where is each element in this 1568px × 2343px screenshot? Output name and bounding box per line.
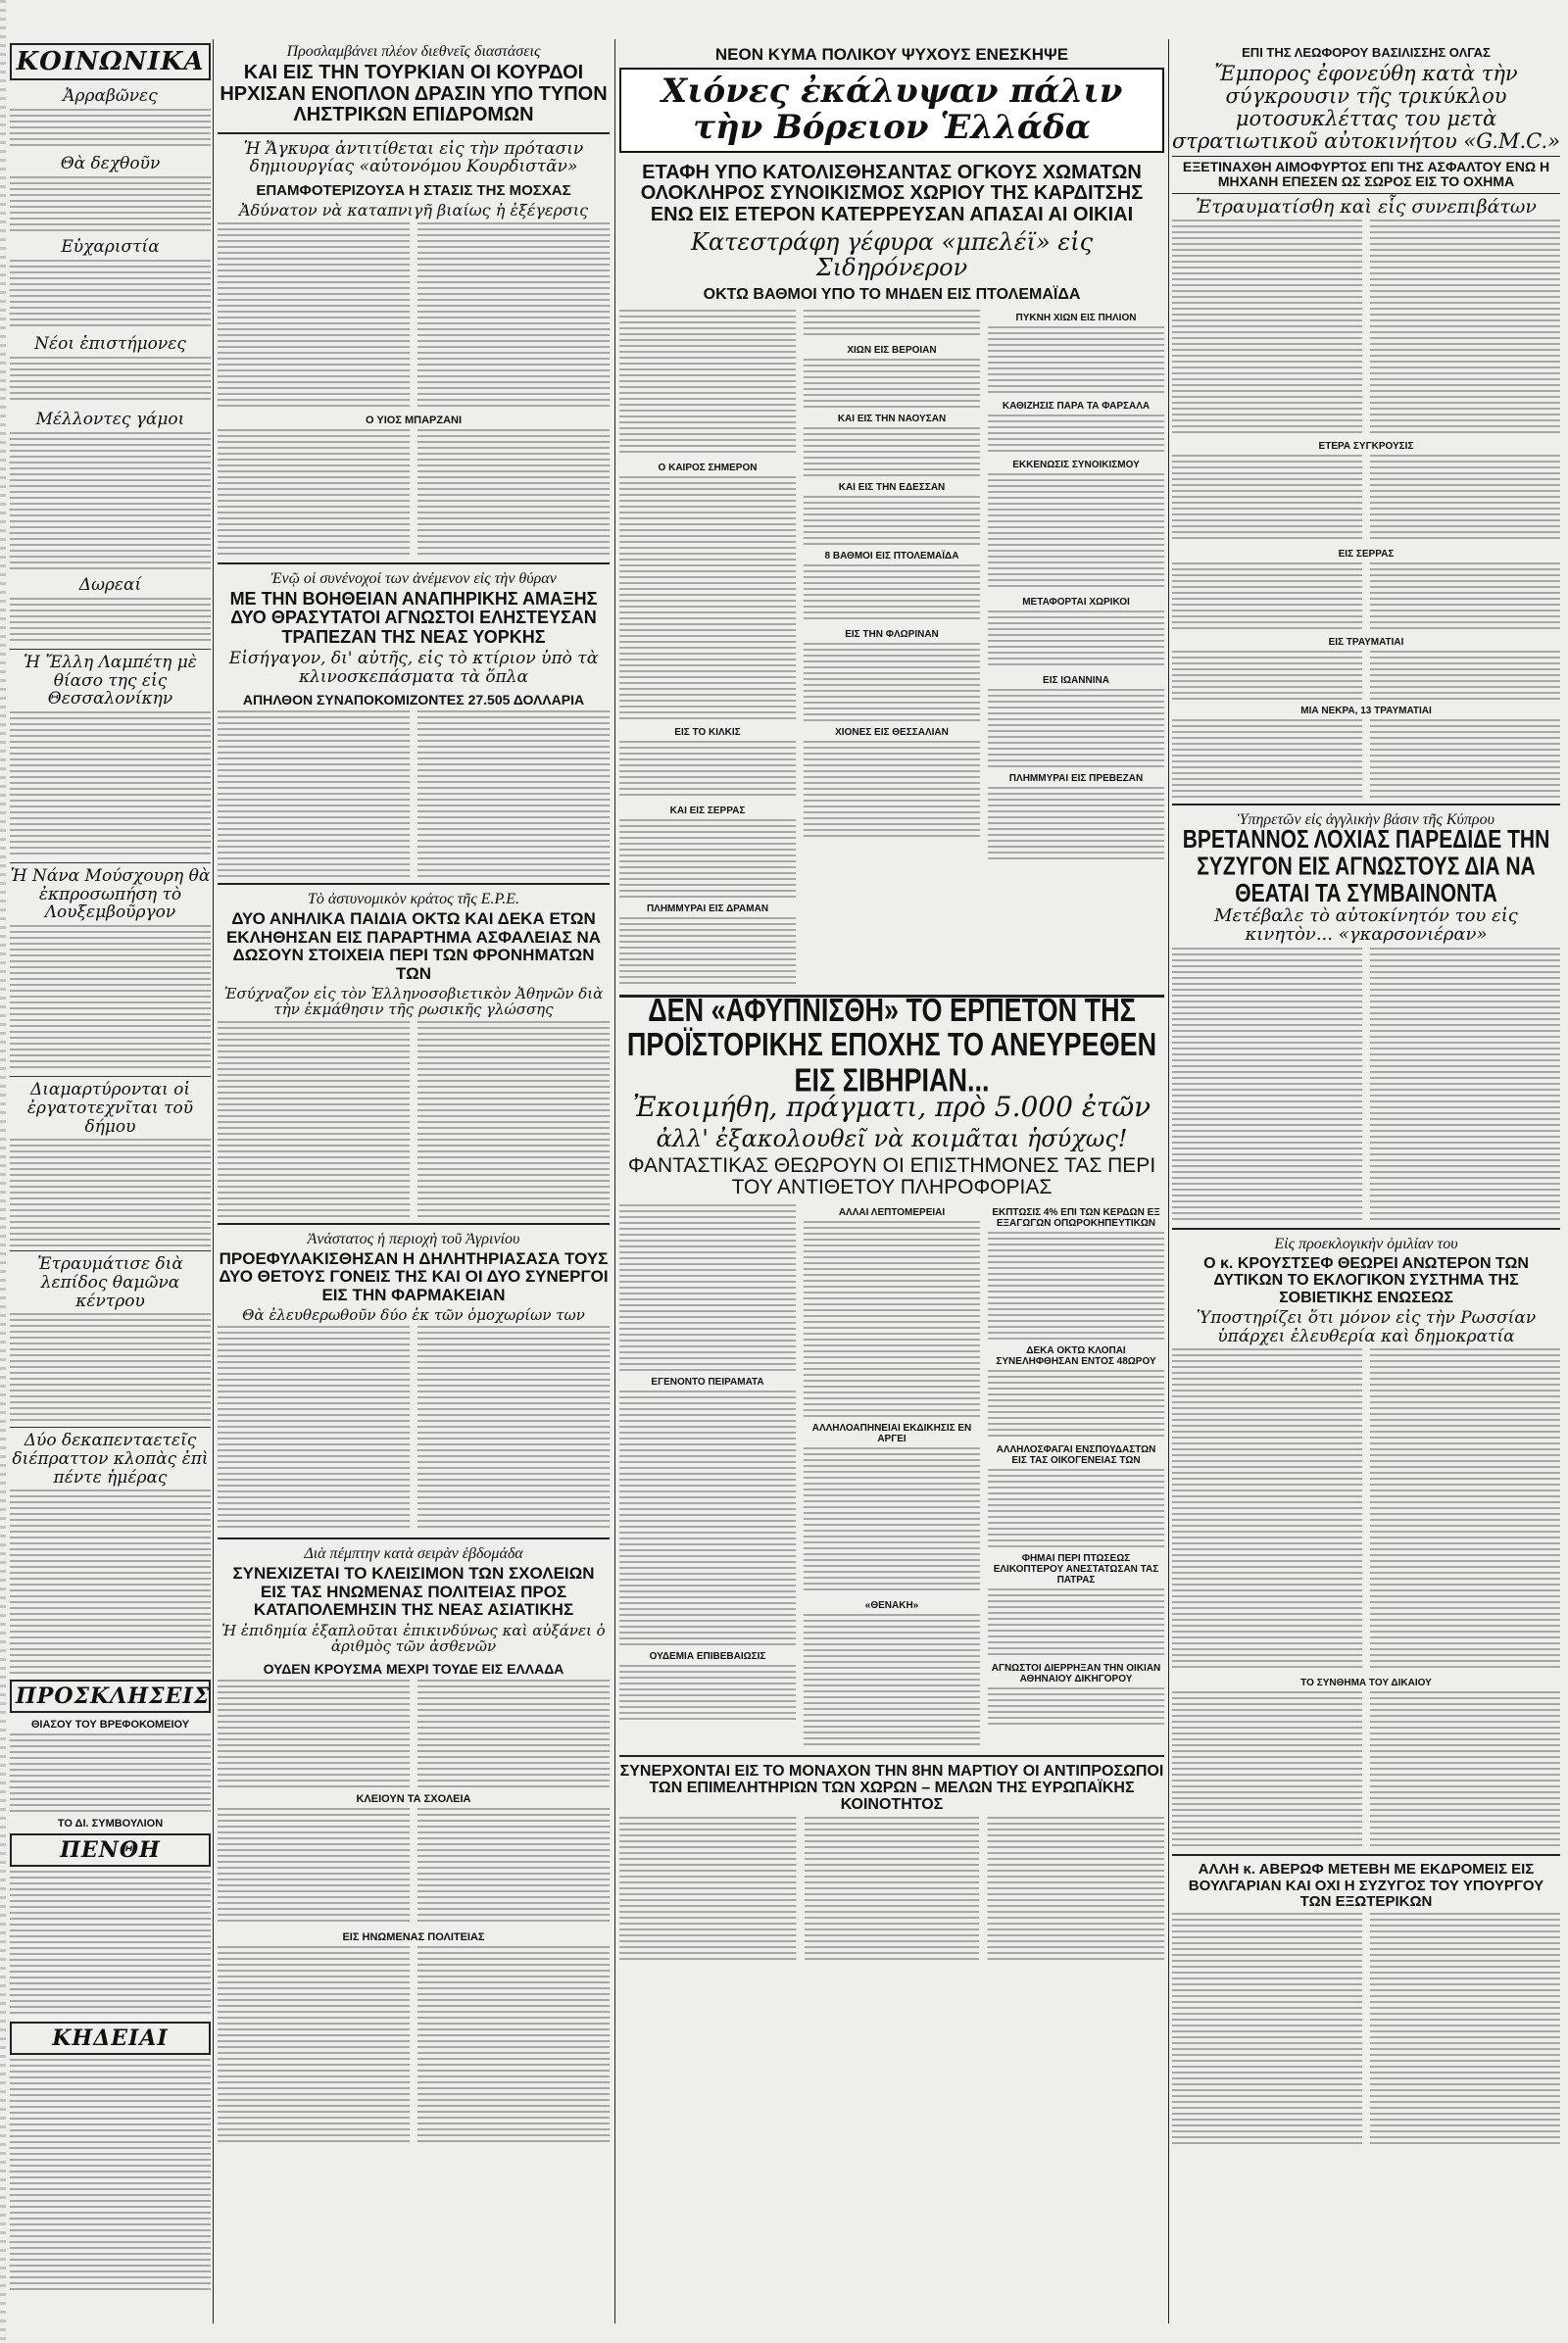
article-headline: Ἡ Ἔλλη Λαμπέτη μὲ θίασο της εἰς Θεσσαλονίκην (24, 653, 197, 709)
subheadline: Ἀδύνατον νὰ καταπνιγῆ βιαίως ἡ ἐξέγερσις (238, 201, 589, 220)
headline-bank-robbery: ΜΕ ΤΗΝ ΒΟΗΘΕΙΑΝ ΑΝΑΠΗΡΙΚΗΣ ΑΜΑΞΗΣ ΔΥΟ ΘΡΑΣΥΤΑΤΟΙ ΑΓΝΩΣΤΟΙ ΕΛΗΣΤΕΥΣΑΝ ΤΡΑΠΕΖΑΝ ΤΗΣ ΝΕΑΣ ΥΟΡΚΗΣ (229, 588, 598, 647)
subheadline: ΑΠΗΛΘΟΝ ΣΥΝΑΠΟΚΟΜΙΖΟΝΤΕΣ 27.505 ΔΟΛΛΑΡΙΑ (242, 692, 585, 708)
mid-heading: ΑΛΛΗΛΟΑΠΗΝΕΙΑΙ ΕΚΔΙΚΗΣΙΣ ΕΝ ΑΡΓΕΙ (811, 1422, 972, 1444)
section-heading: Θὰ δεχθοῦν (60, 154, 161, 173)
body-text (10, 176, 211, 231)
mid-heading: ΧΙΟΝΕΣ ΕΙΣ ΘΕΣΣΑΛΙΑΝ (835, 727, 949, 739)
body-text (1172, 1913, 1560, 2148)
kicker: ΝΕΟΝ ΚΥΜΑ ΠΟΛΙΚΟΥ ΨΥΧΟΥΣ ΕΝΕΣΚΗΨΕ (714, 45, 1069, 64)
mid-heading: ΚΑΙ ΕΙΣ ΣΕΡΡΑΣ (669, 805, 746, 817)
headline-kurds: ΚΑΙ ΕΙΣ ΤΗΝ ΤΟΥΡΚΙΑΝ ΟΙ ΚΟΥΡΔΟΙ ΗΡΧΙΣΑΝ ΕΝΟΠΛΟΝ ΔΡΑΣΙΝ ΥΠΟ ΤΥΠΟΝ ΛΗΣΤΡΙΚΩΝ ΕΠΙΔΡΟΜΩΝ (220, 62, 608, 126)
article-headline: Διαμαρτύρονται οἱ ἐργατοτεχνῖται τοῦ δήμου (26, 1080, 194, 1137)
body-text (10, 1871, 211, 2018)
body-text (10, 1733, 211, 1812)
main-headline: Χιόνες ἐκάλυψαν πάλιν τὴν Βόρειον Ἑλλάδα (661, 72, 1123, 148)
page-edge (0, 0, 6, 2343)
headline-accident: Ἔμπορος ἐφονεύθη κατὰ τὴν σύγκρουσιν τῆς τρικύκλου μοτοσυκλέττας του μετὰ στρατιωτικοῦ αὐτοκινήτου «G.M.C.» (1172, 62, 1560, 154)
reptile-story-body (619, 1201, 1164, 1749)
column-rule (213, 39, 214, 2323)
section-heading: Δωρεαί (78, 575, 142, 595)
body-text (619, 1817, 1164, 1964)
mid-heading: ΔΕΚΑ ΟΚΤΩ ΚΛΟΠΑΙ ΣΥΝΕΛΗΦΘΗΣΑΝ ΕΝΤΟΣ 48ΩΡΟΥ (996, 1344, 1156, 1367)
body-text (218, 1021, 610, 1217)
column-main-story (619, 39, 1164, 2323)
kicker: ΕΠΙ ΤΗΣ ΛΕΩΦΟΡΟΥ ΒΑΣΙΛΙΣΣΗΣ ΟΛΓΑΣ (1242, 45, 1491, 60)
subheadline: Ὑποστηρίζει ὅτι μόνον εἰς τὴν Ρωσσίαν ὑπάρχει ἐλευθερία καὶ δημοκρατία (1196, 1308, 1537, 1346)
body-text (218, 429, 610, 557)
headline-sergeant: ΒΡΕΤΑΝΝΟΣ ΛΟΧΙΑΣ ΠΑΡΕΔΙΔΕ ΤΗΝ ΣΥΖΥΓΟΝ ΕΙΣ ΑΓΝΩΣΤΟΥΣ ΔΙΑ ΝΑ ΘΕΑΤΑΙ ΤΑ ΣΥΜΒΑΙΝΟΝΤΑ (1182, 825, 1550, 908)
body-text (10, 109, 211, 148)
body-text (1172, 948, 1560, 1222)
subheadline: ΕΤΑΦΗ ΥΠΟ ΚΑΤΟΛΙΣΘΗΣΑΝΤΑΣ ΟΓΚΟΥΣ ΧΩΜΑΤΩΝ ΟΛΟΚΛΗΡΟΣ ΣΥΝΟΙΚΙΣΜΟΣ ΧΩΡΙΟΥ ΤΗΣ ΚΑΡΔΙΤΣΗΣ ΕΝΩ ΕΙΣ ΕΤΕΡΟΝ ΚΑΤΕΡΡΕΥΣΑΝ ΑΠΑΣΑΙ ΑΙ ΟΙΚΙΑΙ (640, 161, 1144, 225)
subheadline: ΟΥΔΕΝ ΚΡΟΥΣΜΑ ΜΕΧΡΙ ΤΟΥΔΕ ΕΙΣ ΕΛΛΑΔΑ (263, 1660, 564, 1677)
mid-heading: ΕΙΣ ΗΝΩΜΕΝΑΣ ΠΟΛΙΤΕΙΑΣ (342, 1930, 485, 1943)
section-heading: Νέοι ἐπιστήμονες (34, 334, 186, 354)
body-text (10, 711, 211, 858)
mid-heading: ΕΤΕΡΑ ΣΥΓΚΡΟΥΣΙΣ (1318, 441, 1414, 453)
social-section-title: ΚΟΙΝΩΝΙΚΑ (10, 43, 211, 80)
body-text (1172, 651, 1560, 700)
mid-heading: ΑΓΝΩΣΤΟΙ ΔΙΕΡΡΗΞΑΝ ΤΗΝ ΟΙΚΙΑΝ ΑΘΗΝΑΙΟΥ ΔΙΚΗΓΟΡΟΥ (991, 1662, 1161, 1684)
kicker: Ὑπηρετῶν εἰς ἀγγλικὴν βάσιν τῆς Κύπρου (1238, 811, 1494, 829)
mid-heading: ΕΚΠΤΩΣΙΣ 4% ΕΠΙ ΤΩΝ ΚΕΡΔΩΝ ΕΞ ΕΞΑΓΩΓΩΝ ΟΠΩΡΟΚΗΠΕΥΤΙΚΩΝ (992, 1206, 1160, 1229)
invitations-signature: ΤΟ ΔΙ. ΣΥΜΒΟΥΛΙΟΝ (57, 1818, 164, 1830)
mid-heading: ΕΙΣ ΤΡΑΥΜΑΤΙΑΙ (1328, 637, 1404, 649)
article-headline: Ἡ Νάνα Μούσχουρη θὰ ἐκπροσωπήση τὸ Λουξεμβοῦργον (10, 866, 211, 923)
body-text (218, 1946, 610, 2142)
body-text (10, 2059, 211, 2294)
body-text (10, 925, 211, 1072)
body-text (218, 222, 610, 409)
mid-heading: ΕΙΣ ΙΩΑΝΝΙΝΑ (1043, 675, 1109, 687)
invitations-title: ΠΡΟΣΚΛΗΣΕΙΣ (10, 1680, 211, 1713)
column-rule (614, 39, 615, 2323)
mid-heading: ΤΟ ΣΥΝΘΗΜΑ ΤΟΥ ΔΙΚΑΙΟΥ (1300, 1678, 1432, 1689)
subheadline: Ἐτραυματίσθη καὶ εἷς συνεπιβάτων (1196, 195, 1537, 218)
article-headline: Ἐτραυμάτισε διὰ λεπίδος θαμῶνα κέντρου (37, 1254, 183, 1311)
kicker: Τὸ ἀστυνομικὸν κράτος τῆς Ε.Ρ.Ε. (307, 891, 520, 908)
kicker: Προσλαμβάνει πλέον διεθνεῖς διαστάσεις (286, 43, 541, 60)
mid-heading: ΜΕΤΑΦΟΡΤΑΙ ΧΩΡΙΚΟΙ (1022, 597, 1130, 609)
body-text (1172, 1691, 1560, 1848)
mid-heading: ΟΥΔΕΜΙΑ ΕΠΙΒΕΒΑΙΩΣΙΣ (649, 1650, 766, 1662)
subheadline: Ἡ Ἄγκυρα ἀντιτίθεται εἰς τὴν πρότασιν δημιουργίας «αὐτονόμου Κουρδιστᾶν» (243, 138, 584, 177)
mid-heading: «ΘΕΝΑΚΗ» (864, 1599, 919, 1611)
headline-poisoning: ΠΡΟΕΦΥΛΑΚΙΣΘΗΣΑΝ Η ΔΗΛΗΤΗΡΙΑΣΑΣΑ ΤΟΥΣ ΔΥΟ ΘΕΤΟΥΣ ΓΟΝΕΙΣ ΤΗΣ ΚΑΙ ΟΙ ΔΥΟ ΣΥΝΕΡΓΟΙ ΕΙΣ ΤΗΝ ΦΑΡΜΑΚΕΙΑΝ (219, 1248, 609, 1304)
body-text (218, 1326, 610, 1532)
funerals-title: ΚΗΔΕΙΑΙ (10, 2022, 211, 2055)
mid-heading: ΚΑΘΙΖΗΣΙΣ ΠΑΡΑ ΤΑ ΦΑΡΣΑΛΑ (1002, 401, 1151, 413)
kicker: Ἐνῷ οἱ συνένοχοί των ἀνέμενον εἰς τὴν θύραν (270, 569, 557, 587)
headline-children: ΔΥΟ ΑΝΗΛΙΚΑ ΠΑΙΔΙΑ ΟΚΤΩ ΚΑΙ ΔΕΚΑ ΕΤΩΝ ΕΚΛΗΘΗΣΑΝ ΕΙΣ ΠΑΡΑΡΤΗΜΑ ΑΣΦΑΛΕΙΑΣ ΝΑ ΔΩΣΟΥΝ ΣΤΟΙΧΕΙΑ ΠΕΡΙ ΤΩΝ ΦΡΟΝΗΜΑΤΩΝ ΤΩΝ (225, 909, 602, 983)
body-text (1172, 455, 1560, 543)
body-text (1172, 1348, 1560, 1672)
mid-heading: 8 ΒΑΘΜΟΙ ΕΙΣ ΠΤΟΛΕΜΑΪΔΑ (824, 551, 959, 562)
subheadline: Κατεστράφη γέφυρα «μπελέϊ» εἰς Σιδηρόνερον (690, 227, 1094, 281)
mid-heading: ΠΥΚΝΗ ΧΙΩΝ ΕΙΣ ΠΗΛΙΟΝ (1015, 313, 1137, 324)
section-heading: Μέλλοντες γάμοι (35, 410, 185, 429)
mid-heading: Ο ΥΙΟΣ ΜΠΑΡΖΑΝΙ (365, 414, 463, 426)
body-text (1172, 719, 1560, 798)
subheadline: ΦΑΝΤΑΣΤΙΚΑΣ ΘΕΩΡΟΥΝ ΟΙ ΕΠΙΣΤΗΜΟΝΕΣ ΤΑΣ ΠΕΡΙ ΤΟΥ ΑΝΤΙΘΕΤΟΥ ΠΛΗΡΟΦΟΡΙΑΣ (627, 1153, 1156, 1199)
column-social (10, 39, 211, 2323)
section-heading: Εὐχαριστία (61, 237, 160, 257)
subheadline: ΕΞΕΤΙΝΑΧΘΗ ΑΙΜΟΦΥΡΤΟΣ ΕΠΙ ΤΗΣ ΑΣΦΑΛΤΟΥ ΕΝΩ Η ΜΗΧΑΝΗ ΕΠΕΣΕΝ ΩΣ ΣΩΡΟΣ ΕΙΣ ΤΟ ΟΧΗΜΑ (1172, 156, 1560, 193)
body-text (1172, 562, 1560, 631)
mid-heading: ΚΛΕΙΟΥΝ ΤΑ ΣΧΟΛΕΙΑ (356, 1792, 471, 1805)
headline-schools: ΣΥΝΕΧΙΖΕΤΑΙ ΤΟ ΚΛΕΙΣΙΜΟΝ ΤΩΝ ΣΧΟΛΕΙΩΝ ΕΙΣ ΤΑΣ ΗΝΩΜΕΝΑΣ ΠΟΛΙΤΕΙΑΣ ΠΡΟΣ ΚΑΤΑΠΟΛΕΜΗΣΙΝ ΤΗΣ ΝΕΑΣ ΑΣΙΑΤΙΚΗΣ (232, 1564, 595, 1620)
invitations-subtitle: ΘΙΑΣΟΥ ΤΟΥ ΒΡΕΦΟΚΟΜΕΙΟΥ (30, 1719, 190, 1732)
body-text (218, 1680, 610, 1787)
headline-khrushchev: Ο κ. ΚΡΟΥΣΤΣΕΦ ΘΕΩΡΕΙ ΑΝΩΤΕΡΟΝ ΤΩΝ ΔΥΤΙΚΩΝ ΤΟ ΕΚΛΟΓΙΚΟΝ ΣΥΣΤΗΜΑ ΤΗΣ ΣΟΒΙΕΤΙΚΗΣ ΕΝΩΣΕΩΣ (1203, 1255, 1529, 1306)
headline-averoff: ΑΛΛΗ κ. ΑΒΕΡΩΦ ΜΕΤΕΒΗ ΜΕ ΕΚΔΡΟΜΕΙΣ ΕΙΣ ΒΟΥΛΓΑΡΙΑΝ ΚΑΙ ΟΧΙ Η ΣΥΖΥΓΟΣ ΤΟΥ ΥΠΟΥΡΓΟΥ ΤΩΝ ΕΞΩΤΕΡΙΚΩΝ (1188, 1861, 1544, 1910)
mid-heading: ΠΛΗΜΜΥΡΑΙ ΕΙΣ ΠΡΕΒΕΖΑΝ (1008, 773, 1144, 785)
body-text (218, 1808, 610, 1926)
subheadline: Ἐκοιμήθη, πράγματι, πρὸ 5.000 ἐτῶν (632, 1091, 1152, 1124)
mid-heading: ΜΙΑ ΝΕΚΡΑ, 13 ΤΡΑΥΜΑΤΙΑΙ (1300, 706, 1432, 717)
body-text (218, 710, 610, 877)
mid-heading: ΕΙΣ ΤΗΝ ΦΛΩΡΙΝΑΝ (845, 629, 939, 641)
subheadline: Ἡ ἐπιδημία ἐξαπλοῦται ἐπικινδύνως καὶ αὐξάνει ὁ ἀριθμὸς τῶν ἀσθενῶν (221, 1621, 606, 1656)
body-text (10, 357, 211, 404)
body-text (1172, 220, 1560, 435)
body-text (10, 598, 211, 645)
main-headline-band (619, 68, 1164, 153)
mid-heading: ΕΓΕΝΟΝΤΟ ΠΕΙΡΑΜΑΤΑ (651, 1376, 764, 1388)
subheadline: Ἐσύχναζον εἰς τὸν Ἑλληνοσοβιετικὸν Ἀθηνῶν διὰ τὴν ἐκμάθησιν τῆς ρωσικῆς γλώσσης (223, 984, 604, 1019)
subheadline: ΕΠΑΜΦΟΤΕΡΙΖΟΥΣΑ Η ΣΤΑΣΙΣ ΤΗΣ ΜΟΣΧΑΣ (256, 182, 571, 200)
kicker: Ἀνάστατος ἡ περιοχὴ τοῦ Ἀγρινίου (307, 1230, 520, 1247)
mid-heading: ΕΚΚΕΝΩΣΙΣ ΣΥΝΟΙΚΙΣΜΟΥ (1012, 460, 1140, 471)
subheadline: Μετέβαλε τὸ αὐτοκίνητόν του εἰς κινητὸν... «γκαρσονιέραν» (1214, 904, 1518, 946)
article-headline: Δύο δεκαπενταετεῖς διέπραττον κλοπὰς ἐπὶ πέντε ἡμέρας (12, 1431, 209, 1488)
mid-heading: ΕΙΣ ΤΟ ΚΙΛΚΙΣ (674, 727, 741, 739)
kicker: Διὰ πέμπτην κατὰ σειρὰν ἑβδομάδα (304, 1545, 523, 1563)
body-text (10, 432, 211, 569)
main-story-body (619, 307, 1164, 989)
column-rule (1168, 39, 1169, 2323)
subheadline: Εἰσήγαγον, δι' αὐτῆς, εἰς τὸ κτίριον ὑπὸ τὰ κλινοσκεπάσματα τὰ ὅπλα (228, 649, 599, 687)
subheadline: Θὰ ἐλευθερωθοῦν δύο ἐκ τῶν ὁμοχωρίων των (242, 1305, 585, 1324)
headline-reptile: ΔΕΝ «ΑΦΥΠΝΙΣΘΗ» ΤΟ ΕΡΠΕΤΟΝ ΤΗΣ ΠΡΟΪΣΤΟΡΙΚΗΣ ΕΠΟΧΗΣ ΤΟ ΑΝΕΥΡΕΘΕΝ ΕΙΣ ΣΙΒΗΡΙΑΝ... (626, 992, 1157, 1098)
mourning-title: ΠΕΝΘΗ (10, 1833, 211, 1867)
body-text (10, 260, 211, 328)
subheadline: ἀλλ' ἐξακολουθεῖ νὰ κοιμᾶται ἡσύχως! (656, 1125, 1128, 1153)
mid-heading: ΑΛΛΗΛΟΣΦΑΓΑΙ ΕΝΣΠΟΥΔΑΣΤΩΝ ΕΙΣ ΤΑΣ ΟΙΚΟΓΕΝΕΙΑΣ ΤΩΝ (996, 1443, 1156, 1466)
mid-heading: ΕΙΣ ΣΕΡΡΑΣ (1338, 549, 1395, 561)
body-text (10, 1139, 211, 1246)
mid-heading: ΑΛΛΑΙ ΛΕΠΤΟΜΕΡΕΙΑΙ (838, 1206, 946, 1218)
body-text (10, 1489, 211, 1676)
column-local-news (1172, 39, 1560, 2323)
headline-munich: ΣΥΝΕΡΧΟΝΤΑΙ ΕΙΣ ΤΟ ΜΟΝΑΧΟΝ ΤΗΝ 8ΗΝ ΜΑΡΤΙΟΥ ΟΙ ΑΝΤΙΠΡΟΣΩΠΟΙ ΤΩΝ ΕΠΙΜΕΛΗΤΗΡΙΩΝ ΤΩΝ ΧΩΡΩΝ – ΜΕΛΩΝ ΤΗΣ ΕΥΡΩΠΑΪΚΗΣ ΚΟΙΝΟΤΗΤΟΣ (619, 1762, 1164, 1814)
mid-heading: ΠΛΗΜΜΥΡΑΙ ΕΙΣ ΔΡΑΜΑΝ (646, 903, 769, 915)
mid-heading: ΚΑΙ ΕΙΣ ΤΗΝ ΝΑΟΥΣΑΝ (837, 414, 947, 425)
section-heading: Ἀρραβῶνες (63, 86, 158, 106)
mid-heading: Ο ΚΑΙΡΟΣ ΣΗΜΕΡΟΝ (658, 463, 758, 474)
mid-heading: ΚΑΙ ΕΙΣ ΤΗΝ ΕΔΕΣΣΑΝ (838, 482, 946, 494)
column-world-news (218, 39, 610, 2323)
subheadline: ΟΚΤΩ ΒΑΘΜΟΙ ΥΠΟ ΤΟ ΜΗΔΕΝ ΕΙΣ ΠΤΟΛΕΜΑΪΔΑ (703, 286, 1081, 304)
mid-heading: ΧΙΩΝ ΕΙΣ ΒΕΡΟΙΑΝ (847, 345, 937, 357)
kicker: Εἰς προεκλογικὴν ὁμιλίαν του (1274, 1236, 1458, 1253)
body-text (10, 1313, 211, 1423)
mid-heading: ΦΗΜΑΙ ΠΕΡΙ ΠΤΩΣΕΩΣ ΕΛΙΚΟΠΤΕΡΟΥ ΑΝΕΣΤΑΤΩΣΑΝ ΤΑΣ ΠΑΤΡΑΣ (993, 1552, 1159, 1586)
